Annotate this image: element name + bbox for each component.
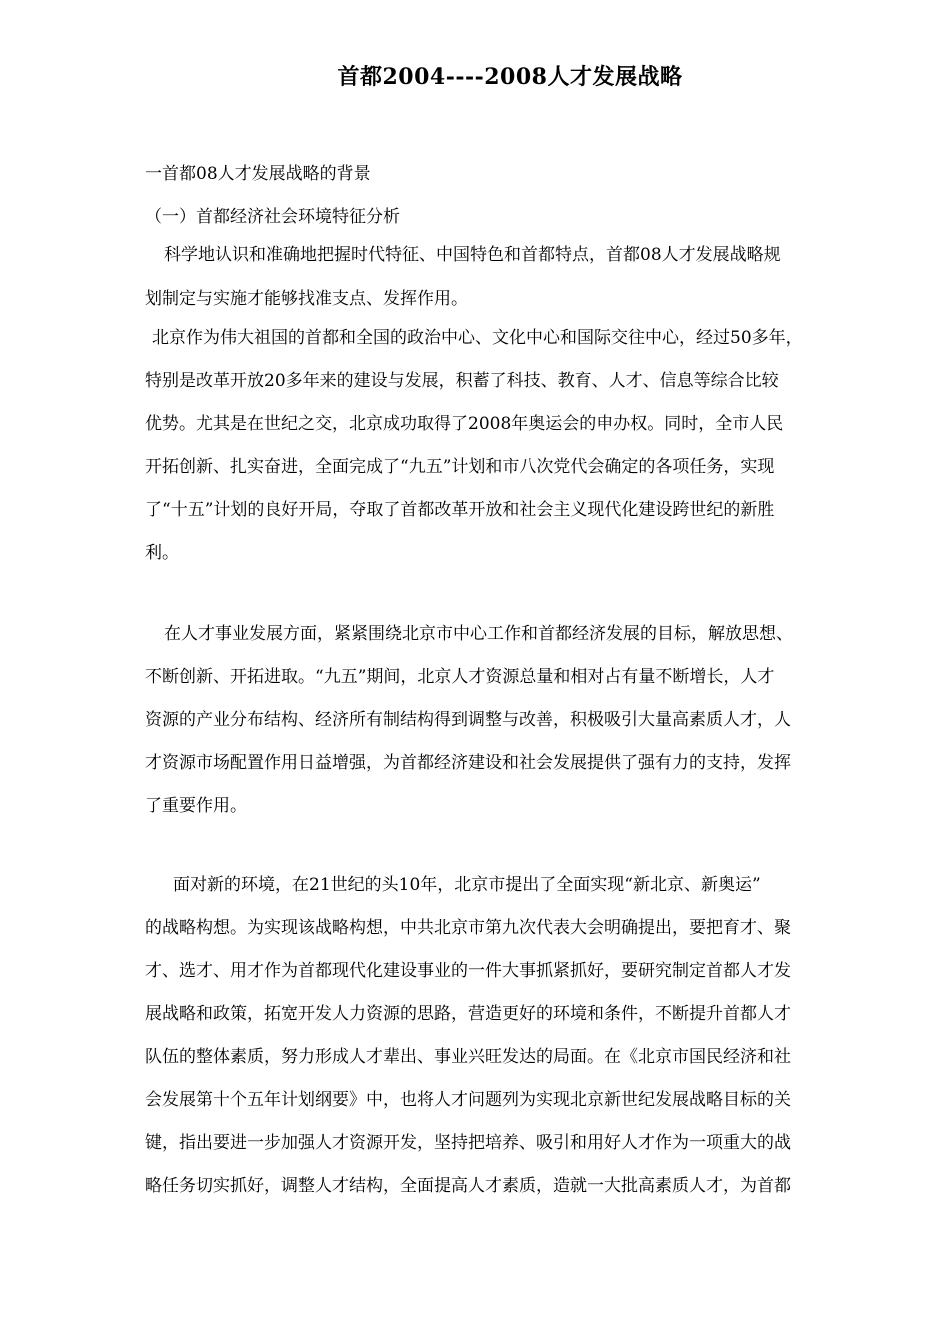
paragraph-line: 才、选才、用才作为首都现代化建设事业的一件大事抓紧抓好，要研究制定首都人才发	[145, 961, 791, 981]
document-title: 首都2004----2008人才发展战略	[337, 64, 683, 90]
paragraph-line: 优势。尤其是在世纪之交，北京成功取得了2008年奥运会的申办权。同时，全市人民	[145, 414, 784, 434]
paragraph-line: 划制定与实施才能够找准支点、发挥作用。	[145, 289, 468, 309]
paragraph-line: 会发展第十个五年计划纲要》中，也将人才问题列为实现北京新世纪发展战略目标的关	[145, 1090, 791, 1110]
paragraph-line: 略任务切实抓好，调整人才结构，全面提高人才素质，造就一大批高素质人才，为首都	[145, 1176, 791, 1196]
paragraph-line: 利。	[145, 543, 179, 563]
paragraph-line: 开拓创新、扎实奋进，全面完成了“九五”计划和市八次党代会确定的各项任务，实现	[145, 457, 775, 477]
paragraph-line: 队伍的整体素质，努力形成人才辈出、事业兴旺发达的局面。在《北京市国民经济和社	[145, 1047, 791, 1067]
paragraph-line: 特别是改革开放20多年来的建设与发展，积蓄了科技、教育、人才、信息等综合比较	[145, 371, 779, 391]
paragraph-line: 展战略和政策，拓宽开发人力资源的思路，营造更好的环境和条件，不断提升首都人才	[145, 1004, 791, 1024]
paragraph-line: 面对新的环境，在21世纪的头10年，北京市提出了全面实现“新北京、新奥运”	[173, 875, 761, 895]
paragraph-line: 了“十五”计划的良好开局，夺取了首都改革开放和社会主义现代化建设跨世纪的新胜	[145, 500, 775, 520]
paragraph-line: 北京作为伟大祖国的首都和全国的政治中心、文化中心和国际交往中心，经过50多年，	[152, 328, 803, 348]
paragraph-line: 资源的产业分布结构、经济所有制结构得到调整与改善，积极吸引大量高素质人才，人	[145, 710, 791, 730]
paragraph-line: 才资源市场配置作用日益增强，为首都经济建设和社会发展提供了强有力的支持，发挥	[145, 753, 791, 773]
paragraph-line: 键，指出要进一步加强人才资源开发，坚持把培养、吸引和用好人才作为一项重大的战	[145, 1133, 791, 1153]
section-heading: 一首都08人才发展战略的背景	[145, 164, 371, 184]
subsection-heading: （一）首都经济社会环境特征分析	[145, 207, 400, 227]
paragraph-line: 在人才事业发展方面，紧紧围绕北京市中心工作和首都经济发展的目标，解放思想、	[164, 624, 793, 644]
paragraph-line: 科学地认识和准确地把握时代特征、中国特色和首都特点，首都08人才发展战略规	[164, 245, 781, 265]
paragraph-line: 的战略构想。为实现该战略构想，中共北京市第九次代表大会明确提出，要把育才、聚	[145, 918, 791, 938]
paragraph-line: 了重要作用。	[145, 796, 247, 816]
paragraph-line: 不断创新、开拓进取。“九五”期间，北京人才资源总量和相对占有量不断增长，人才	[145, 667, 775, 687]
